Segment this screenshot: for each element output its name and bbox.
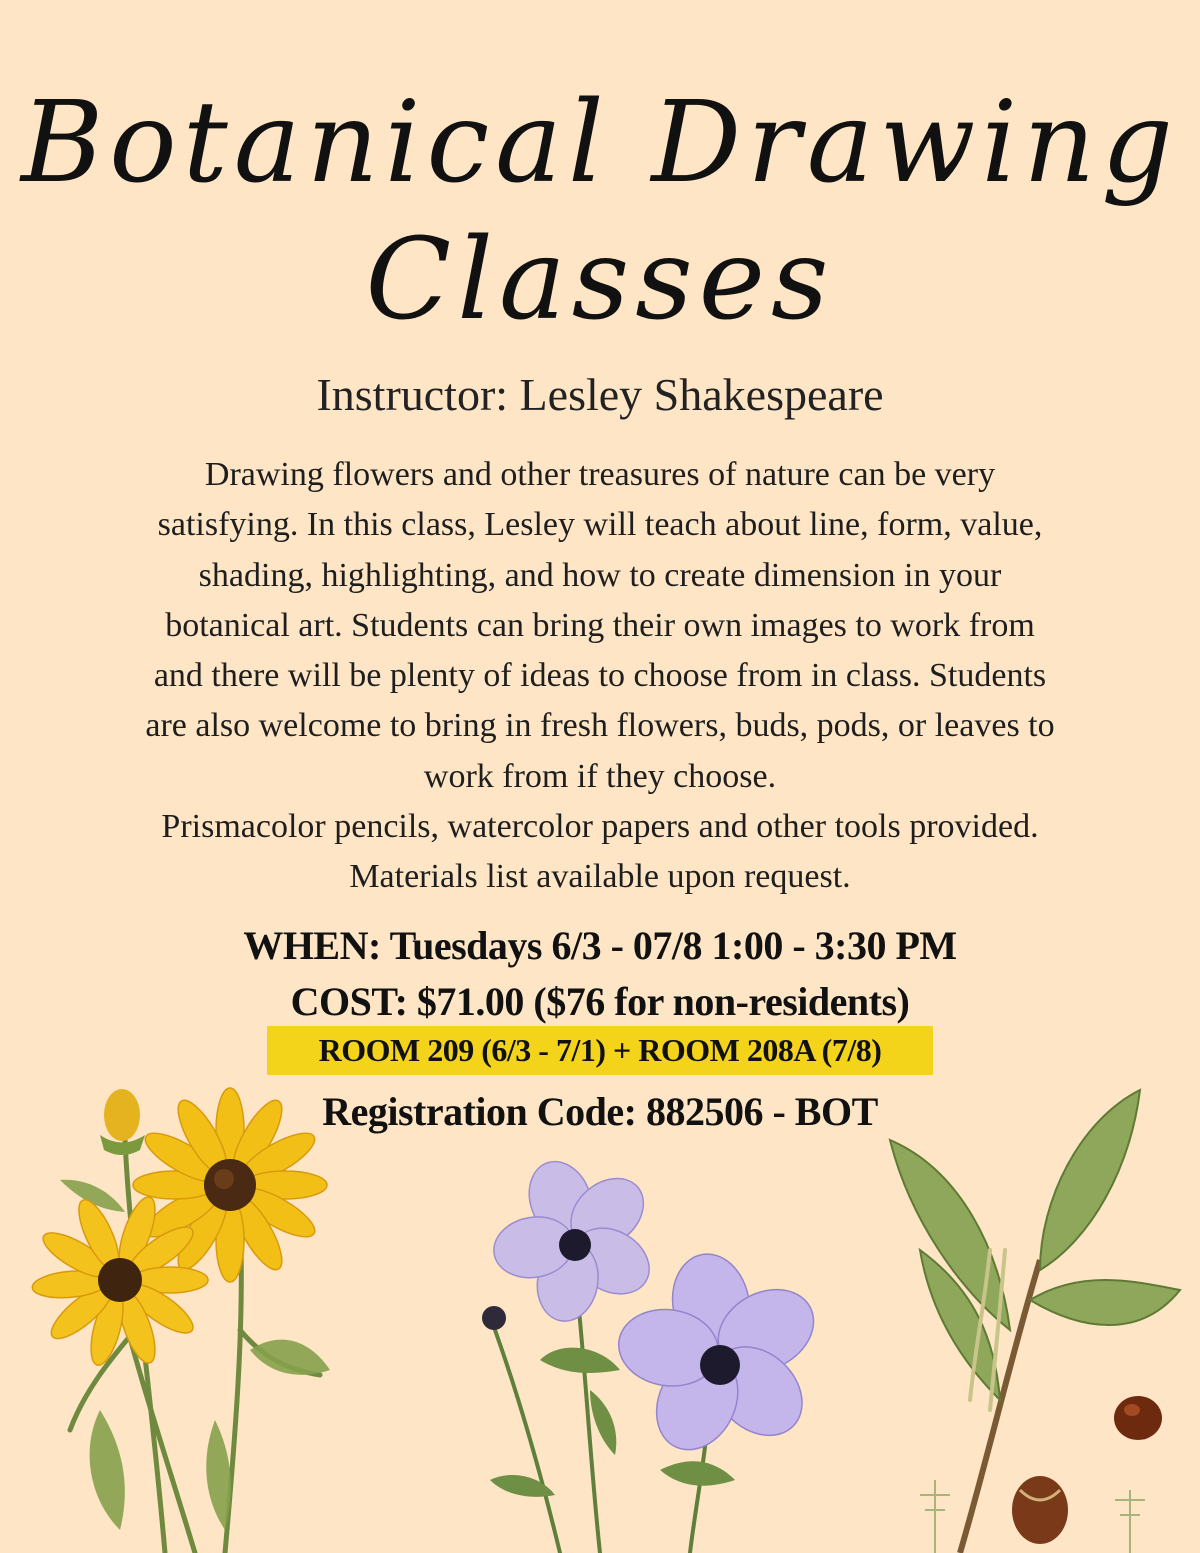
description-line: shading, highlighting, and how to create dimension in your	[198, 556, 1002, 594]
description-line: are also welcome to bring in fresh flowers, buds, pods, or leaves to	[145, 707, 1055, 745]
anemone-illustration	[482, 1153, 828, 1553]
registration-code: Registration Code: 882506 - BOT	[322, 1089, 878, 1134]
description-line: Drawing flowers and other treasures of nature can be very	[204, 456, 996, 493]
description-line: Prismacolor pencils, watercolor papers and other tools provided.	[161, 808, 1039, 846]
room-highlight: ROOM 209 (6/3 - 7/1) + ROOM 208A (7/8)	[267, 1026, 933, 1075]
when-line: WHEN: Tuesdays 6/3 - 07/8 1:00 - 3:30 PM	[243, 923, 957, 968]
chestnut-branch-illustration	[890, 1090, 1180, 1553]
description-line: botanical art. Students can bring their own images to work from	[165, 606, 1035, 644]
title-line-1: Botanical Drawing	[20, 78, 1179, 208]
description-line: satisfying. In this class, Lesley will teach about line, form, value,	[157, 506, 1043, 544]
instructor: Instructor: Lesley Shakespeare	[316, 369, 884, 420]
title-line-2: Classes	[365, 215, 835, 345]
description-line: and there will be plenty of ideas to choose from in class. Students	[153, 657, 1047, 695]
description-line: work from if they choose.	[423, 757, 777, 795]
cost-line: COST: $71.00 ($76 for non-residents)	[290, 979, 910, 1024]
description-line: Materials list available upon request.	[349, 858, 851, 896]
black-eyed-susan-illustration	[31, 1088, 330, 1553]
